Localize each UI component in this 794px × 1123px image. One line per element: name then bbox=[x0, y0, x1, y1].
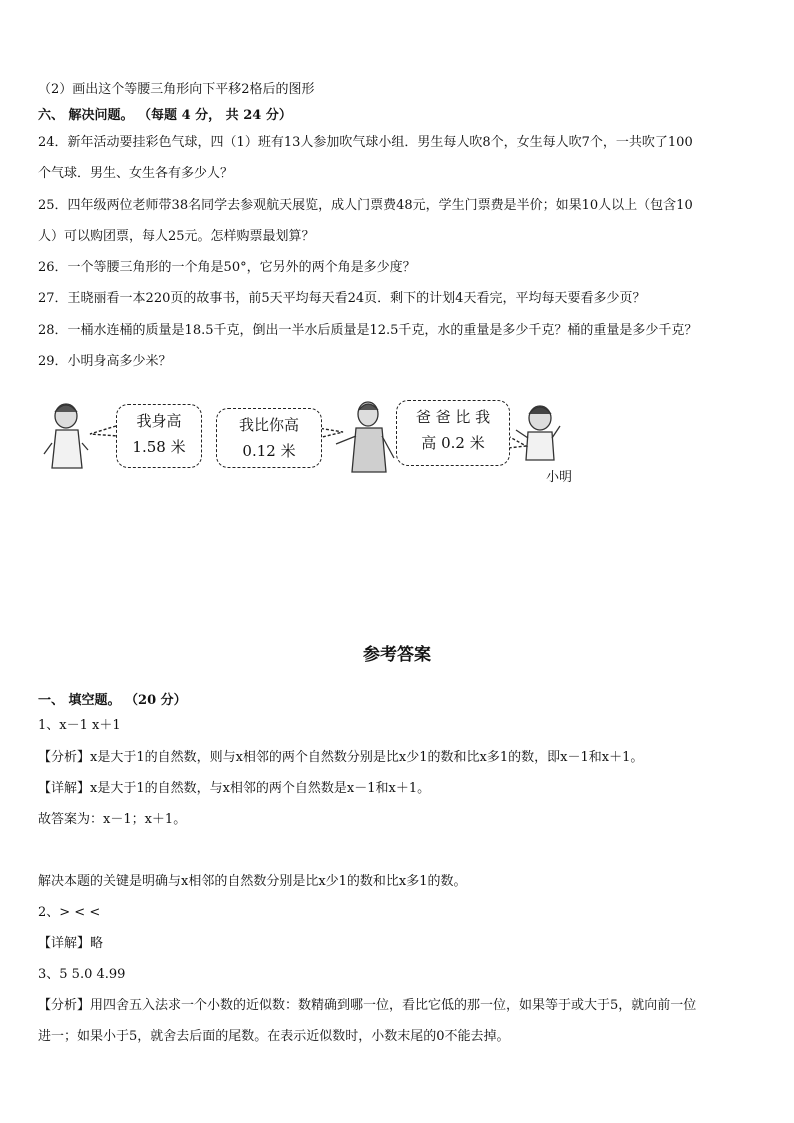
answer-2: 2、> < < bbox=[38, 905, 101, 920]
question-24-line2: 个气球．男生、女生各有多少人？ bbox=[38, 166, 234, 181]
question-23-part2: （2）画出这个等腰三角形向下平移2格后的图形 bbox=[38, 82, 315, 97]
bubble-girl-line1: 我身高 bbox=[136, 412, 182, 430]
bubble-boy-line1: 爸 爸 比 我 bbox=[415, 408, 491, 426]
answer-1-result: 故答案为：x－1；x＋1。 bbox=[38, 812, 187, 827]
answer-3-analysis-line2: 进一；如果小于5，就舍去后面的尾数。在表示近似数时，小数末尾的0不能去掉。 bbox=[38, 1029, 510, 1044]
question-24-line1: 24．新年活动要挂彩色气球，四（1）班有13人参加吹气球小组．男生每人吹8个，女生每人吹7个，一共吹了100 bbox=[38, 135, 693, 150]
question-25-line1: 25．四年级两位老师带38名同学去参观航天展览，成人门票费48元，学生门票费是半价；如果10人以上（包含10 bbox=[38, 198, 693, 213]
boy-name-label: 小明 bbox=[546, 470, 573, 485]
man-figure bbox=[336, 402, 394, 472]
bubble-man-line2: 0.12 米 bbox=[242, 442, 296, 460]
answer-1-key-point: 解决本题的关键是明确与x相邻的自然数分别是比x少1的数和比x多1的数。 bbox=[38, 874, 467, 889]
answer-key-title: 参考答案 bbox=[363, 645, 431, 665]
answer-1: 1、x－1 x＋1 bbox=[38, 718, 121, 733]
answer-section-1-heading: 一、 填空题。 （20 分） bbox=[38, 693, 187, 708]
height-comparison-illustration bbox=[38, 388, 598, 488]
bubble-girl-line2: 1.58 米 bbox=[132, 438, 186, 456]
speech-bubble-girl bbox=[116, 404, 202, 468]
bubble-boy-line2: 高 0.2 米 bbox=[421, 434, 485, 452]
boy-figure bbox=[516, 406, 560, 460]
answer-2-detail: 【详解】略 bbox=[38, 936, 104, 951]
bubble-man-line1: 我比你高 bbox=[238, 416, 299, 434]
answer-1-analysis: 【分析】x是大于1的自然数，则与x相邻的两个自然数分别是比x少1的数和比x多1的数，即x－1和x＋1。 bbox=[38, 750, 644, 765]
speech-bubble-boy bbox=[396, 400, 510, 466]
question-29: 29．小明身高多少米？ bbox=[38, 354, 172, 369]
answer-3: 3、5 5.0 4.99 bbox=[38, 967, 126, 982]
question-27: 27．王晓丽看一本220页的故事书，前5天平均每天看24页．剩下的计划4天看完，平均每天要看多少页？ bbox=[38, 291, 646, 306]
question-25-line2: 人）可以购团票，每人25元。怎样购票最划算？ bbox=[38, 229, 315, 244]
answer-1-detail: 【详解】x是大于1的自然数，与x相邻的两个自然数是x－1和x＋1。 bbox=[38, 781, 431, 796]
section-6-heading: 六、 解决问题。 （每题 4 分， 共 24 分） bbox=[38, 108, 292, 123]
question-26: 26．一个等腰三角形的一个角是50°，它另外的两个角是多少度？ bbox=[38, 260, 416, 275]
speech-bubble-man bbox=[216, 408, 322, 468]
girl-figure bbox=[44, 404, 88, 468]
answer-3-analysis-line1: 【分析】用四舍五入法求一个小数的近似数：数精确到哪一位，看比它低的那一位，如果等于或大于5，就向前一位 bbox=[38, 998, 697, 1013]
question-28: 28．一桶水连桶的质量是18.5千克，倒出一半水后质量是12.5千克，水的重量是多少千克？桶的重量是多少千克？ bbox=[38, 323, 698, 338]
